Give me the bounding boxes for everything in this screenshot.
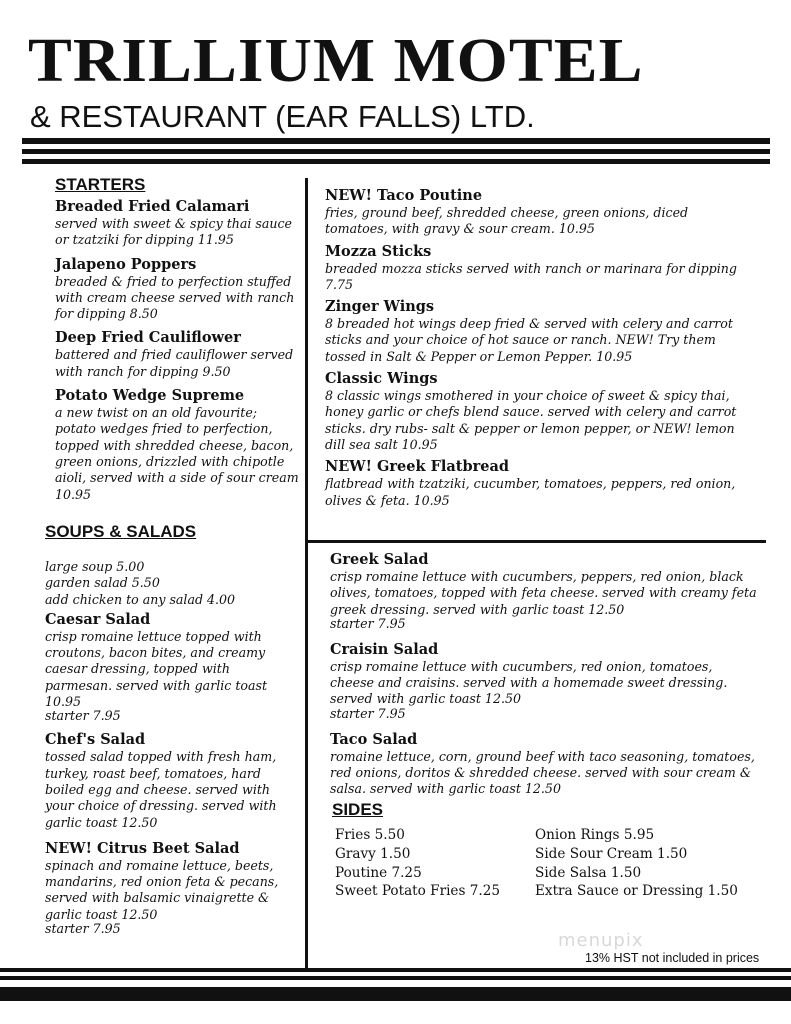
starters-heading: STARTERS — [55, 175, 146, 194]
menu-item-description: crisp romaine lettuce with cucumbers, peppers, red onion, black olives, tomatoes, topped with feta cheese. served with creamy feta greek dressing. served with garlic toast 12.50 — [330, 569, 757, 617]
menu-item-name: Taco Salad — [330, 730, 418, 748]
menu-item — [325, 370, 745, 453]
menu-item-description: crisp romaine lettuce with cucumbers, red onion, tomatoes, cheese and craisins. served with a homemade sweet dressing. served with garlic toast 12.50 — [330, 658, 728, 707]
soup-basics — [45, 559, 300, 608]
menu-item-name: NEW! Greek Flatbread — [325, 458, 510, 476]
menupix-watermark: menupix — [558, 930, 644, 951]
footer-rule-3 — [0, 987, 791, 1001]
menu-item — [325, 187, 745, 238]
menu-item-name: NEW! Citrus Beet Salad — [45, 839, 240, 857]
side-item: Poutine 7.25 — [335, 864, 422, 881]
side-item: Side Sour Cream 1.50 — [535, 845, 688, 862]
restaurant-subtitle: & RESTAURANT (EAR FALLS) LTD. — [30, 99, 535, 134]
menu-item-description: 8 breaded hot wings deep fried & served with celery and carrot sticks and your choice of hot sauce or ranch. NEW! Try them tossed in Salt & Pepper or Lemon Pepper. 10.95 — [325, 316, 733, 364]
header-rule-2 — [22, 149, 770, 154]
menu-item-name: Chef's Salad — [45, 731, 146, 749]
menu-item-name: Greek Salad — [330, 551, 429, 568]
menu-item-name: Classic Wings — [325, 370, 438, 388]
menu-item — [325, 298, 745, 365]
soups-salads-column — [45, 522, 300, 944]
menu-item-name: Potato Wedge Supreme — [55, 387, 245, 405]
menu-item-name: NEW! Taco Poutine — [325, 187, 483, 204]
menu-item-name: Breaded Fried Calamari — [55, 198, 250, 215]
menu-item — [45, 840, 300, 935]
menu-item — [55, 329, 300, 380]
soups-salads-heading: SOUPS & SALADS — [45, 522, 197, 541]
sides-heading: SIDES — [332, 800, 384, 819]
side-item: Gravy 1.50 — [335, 845, 411, 862]
header-rule-1 — [22, 138, 770, 144]
salads-right-column — [330, 551, 760, 809]
basic-item: garden salad 5.50 — [45, 575, 160, 591]
menu-item — [330, 551, 760, 630]
salads-left-list — [45, 611, 300, 935]
menu-item-description: battered and fried cauliflower served with ranch for dipping 9.50 — [55, 347, 294, 379]
side-item: Side Salsa 1.50 — [535, 864, 642, 881]
restaurant-title: TRILLIUM MOTEL — [28, 27, 644, 95]
side-item: Fries 5.50 — [335, 827, 405, 843]
right-section-divider — [308, 540, 766, 543]
menu-item-description: flatbread with tzatziki, cucumber, tomatoes, peppers, red onion, olives & feta. 10.95 — [325, 476, 736, 508]
menu-item-description: 8 classic wings smothered in your choice of sweet & spicy thai, honey garlic or chefs blend sauce. served with celery and carrot sticks. dry rubs- salt & pepper or lemon pepper, or NEW! lemon dill sea salt 10.95 — [325, 388, 737, 452]
menu-item-description: a new twist on an old favourite; potato wedges fried to perfection, topped with shredded cheese, bacon, green onions, drizzled with chipotle aioli, served with a side of sour cream 10.95 — [55, 405, 299, 502]
menu-item-name: Deep Fried Cauliflower — [55, 329, 241, 347]
menu-item-description: breaded & fried to perfection stuffed with cream cheese served with ranch for dipping 8.50 — [55, 273, 295, 322]
side-item: Onion Rings 5.95 — [535, 827, 655, 843]
footer-rule-2 — [0, 976, 791, 980]
starters-left-column — [55, 175, 300, 510]
starters-left-list — [55, 198, 300, 503]
footer-rule-1 — [0, 968, 791, 972]
header-rule-3 — [22, 159, 770, 164]
menu-item-name: Craisin Salad — [330, 640, 439, 658]
side-item: Extra Sauce or Dressing 1.50 — [535, 883, 738, 900]
menu-item — [330, 641, 760, 720]
starters-right-list — [325, 187, 745, 509]
sides-section — [332, 800, 772, 901]
basic-item: add chicken to any salad 4.00 — [45, 591, 236, 607]
menu-item-name: Caesar Salad — [45, 610, 151, 628]
menu-item — [45, 731, 300, 830]
menu-item — [325, 243, 745, 294]
menu-item-name: Mozza Sticks — [325, 242, 432, 260]
menu-item-starter-price: starter 7.95 — [45, 708, 121, 724]
menu-item-description: served with sweet & spicy thai sauce or tzatziki for dipping 11.95 — [55, 216, 292, 248]
basic-item: large soup 5.00 — [45, 559, 145, 574]
menu-item-description: tossed salad topped with fresh ham, turkey, roast beef, tomatoes, hard boiled egg and cheese. served with your choice of dressing. served with garlic toast 12.50 — [45, 749, 277, 830]
menu-item — [55, 387, 300, 503]
sides-grid — [332, 826, 772, 901]
menu-item-description: fries, ground beef, shredded cheese, green onions, diced tomatoes, with gravy & sour cream. 10.95 — [325, 205, 689, 237]
menu-item-description: breaded mozza sticks served with ranch or marinara for dipping 7.75 — [325, 260, 737, 292]
menu-item — [330, 731, 760, 798]
menu-item — [55, 198, 300, 249]
menu-item-name: Zinger Wings — [325, 298, 435, 316]
menu-item-description: crisp romaine lettuce topped with croutons, bacon bites, and creamy caesar dressing, topped with parmesan. served with garlic toast 10.95 — [45, 628, 268, 710]
menu-item-starter-price: starter 7.95 — [45, 921, 121, 937]
menu-item-starter-price: starter 7.95 — [330, 705, 406, 721]
column-divider — [305, 178, 308, 968]
menu-item — [325, 458, 745, 509]
tax-note: 13% HST not included in prices — [585, 951, 760, 965]
menu-item — [45, 611, 300, 722]
menu-item-description: romaine lettuce, corn, ground beef with taco seasoning, tomatoes, red onions, doritos & shredded cheese. served with sour cream & salsa. served with garlic toast 12.50 — [330, 748, 755, 797]
menu-item — [55, 256, 300, 323]
starters-right-column — [325, 187, 745, 514]
menu-item-name: Jalapeno Poppers — [55, 255, 197, 273]
side-item: Sweet Potato Fries 7.25 — [335, 883, 501, 900]
menu-item-starter-price: starter 7.95 — [330, 615, 406, 631]
salads-right-list — [330, 551, 760, 798]
menu-item-description: spinach and romaine lettuce, beets, mandarins, red onion feta & pecans, served with balsamic vinaigrette & garlic toast 12.50 — [45, 857, 279, 922]
